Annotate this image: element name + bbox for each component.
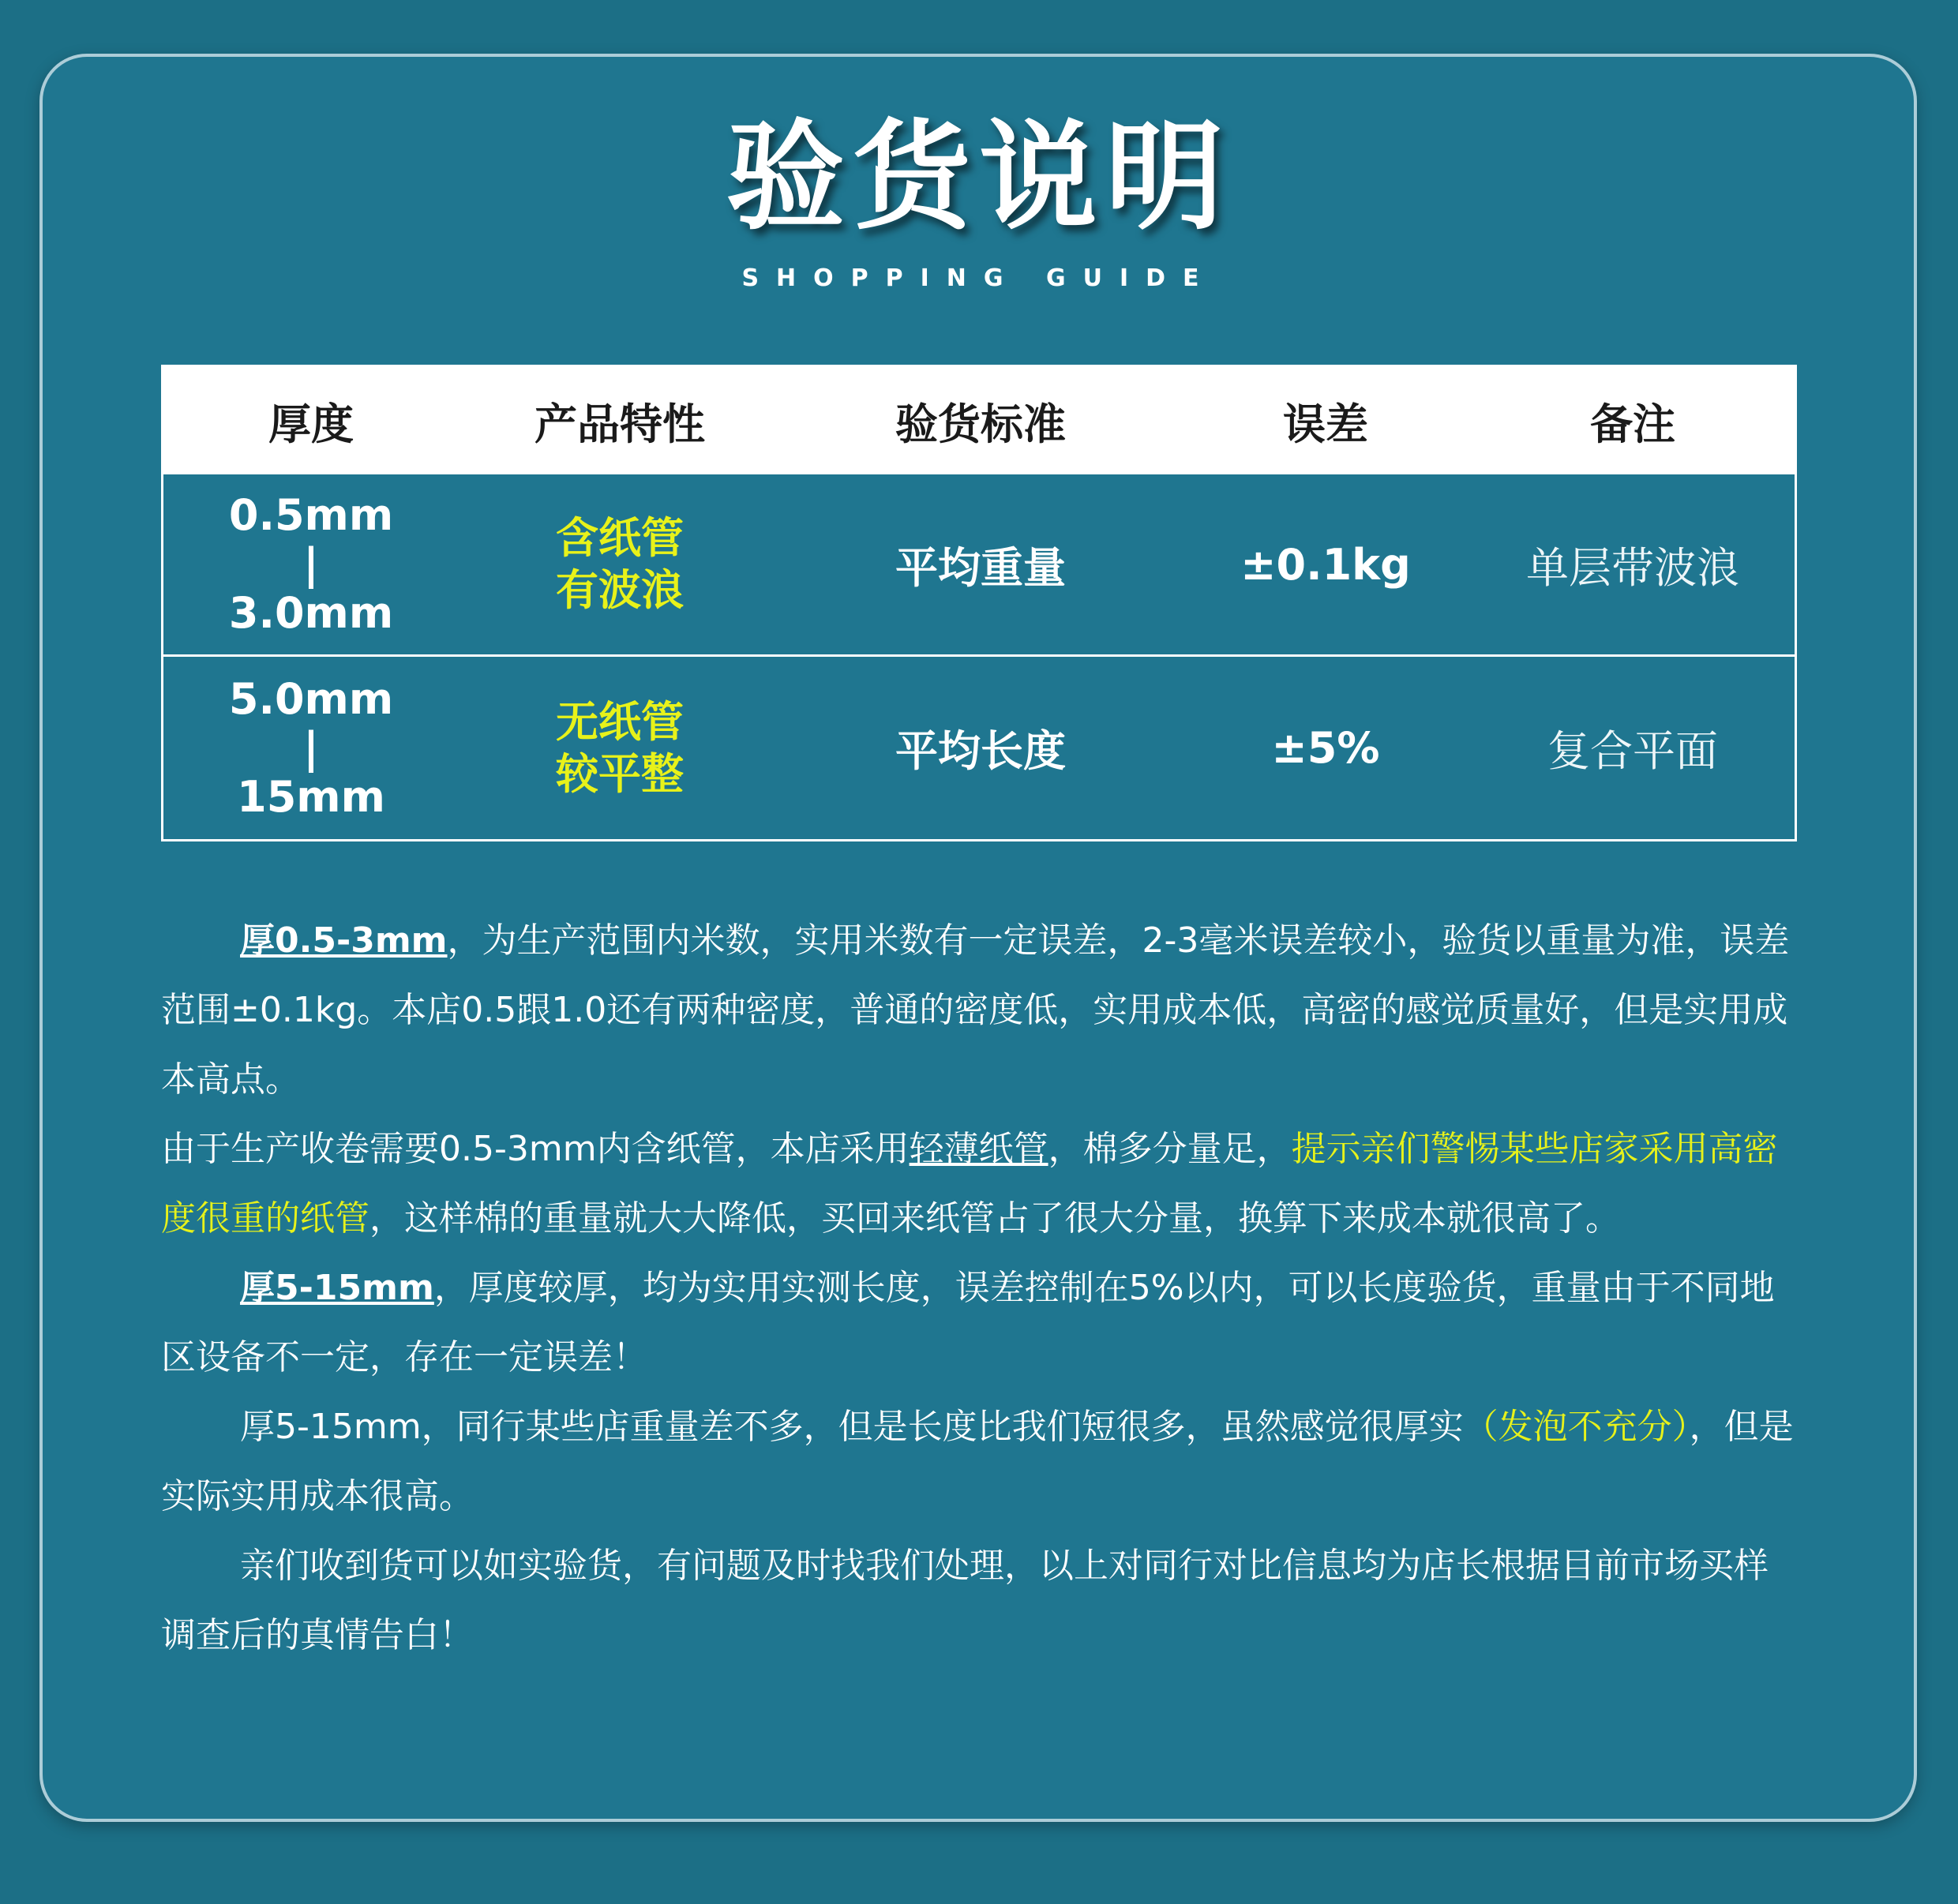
page-subtitle: SHOPPING GUIDE <box>741 264 1217 292</box>
paragraph-paper-tube <box>161 1115 1797 1254</box>
feature-line: 含纸管 <box>556 513 684 563</box>
paragraph-comparison <box>161 1392 1797 1531</box>
paragraph-text: ，但是实际实用成本很高。 <box>161 1407 1794 1516</box>
header-thickness: 厚度 <box>268 399 354 449</box>
paragraph-text: ，厚度较厚，均为实用实测长度，误差控制在5%以内，可以长度验货，重量由于不同地区设备不一定，存在一定误差！ <box>161 1268 1775 1377</box>
table-row <box>163 474 1795 657</box>
feature-line: 有波浪 <box>556 565 684 615</box>
feature-cell <box>459 512 781 617</box>
table-header <box>163 367 1795 474</box>
thickness-separator: | <box>303 539 319 589</box>
paragraph-text: 亲们收到货可以如实验货，有问题及时找我们处理，以上对同行对比信息均为店长根据目前市场买样调查后的真情告白！ <box>161 1546 1769 1655</box>
warning-highlight: 提示亲们警惕某些店家采用高密度很重的纸管 <box>161 1129 1778 1239</box>
thickness-min: 5.0mm <box>228 673 394 724</box>
error-cell: ±0.1kg <box>1240 539 1411 590</box>
header-feature: 产品特性 <box>535 399 705 449</box>
foam-highlight: （发泡不充分） <box>1463 1407 1690 1447</box>
header-note: 备注 <box>1590 399 1675 449</box>
standard-cell: 平均长度 <box>895 726 1066 776</box>
thickness-min: 0.5mm <box>228 490 394 540</box>
feature-line: 无纸管 <box>556 696 684 747</box>
description <box>161 906 1797 1670</box>
paragraph-text: 厚5-15mm，同行某些店重量差不多，但是长度比我们短很多，虽然感觉很厚实 <box>240 1407 1464 1447</box>
thickness-cell <box>163 675 459 822</box>
paragraph-text: ，棉多分量足， <box>1048 1129 1292 1169</box>
paragraph-thick <box>161 1254 1797 1392</box>
thin-range-label: 厚0.5-3mm <box>240 920 448 961</box>
thickness-max: 15mm <box>237 771 385 822</box>
page-title: 验货说明 <box>726 109 1232 246</box>
table-row <box>163 657 1795 839</box>
paragraph-text: ，为生产范围内米数，实用米数有一定误差，2-3毫米误差较小，验货以重量为准，误差范围±0.1kg。本店0.5跟1.0还有两种密度，普通的密度低，实用成本低，高密的感觉质量好，但是实用成本高点。 <box>161 920 1790 1100</box>
paragraph-thin <box>161 906 1797 1115</box>
light-tube-text: 轻薄纸管 <box>909 1129 1048 1169</box>
note-cell: 单层带波浪 <box>1526 542 1739 593</box>
paragraph-text: 由于生产收卷需要0.5-3mm内含纸管，本店采用 <box>161 1129 910 1169</box>
header-standard: 验货标准 <box>895 399 1066 449</box>
thick-range-label: 厚5-15mm <box>240 1268 434 1308</box>
header-error: 误差 <box>1283 399 1368 449</box>
note-cell: 复合平面 <box>1547 726 1718 776</box>
error-cell: ±5% <box>1271 723 1380 773</box>
standard-cell: 平均重量 <box>895 542 1066 593</box>
feature-line: 较平整 <box>556 748 684 799</box>
spec-table <box>161 365 1797 841</box>
thickness-separator: | <box>303 722 319 773</box>
paragraph-closing <box>161 1531 1797 1670</box>
paragraph-text: ，这样棉的重量就大大降低，买回来纸管占了很大分量，换算下来成本就很高了。 <box>369 1198 1620 1239</box>
thickness-max: 3.0mm <box>228 588 394 638</box>
feature-cell <box>459 696 781 800</box>
thickness-cell <box>163 491 459 638</box>
